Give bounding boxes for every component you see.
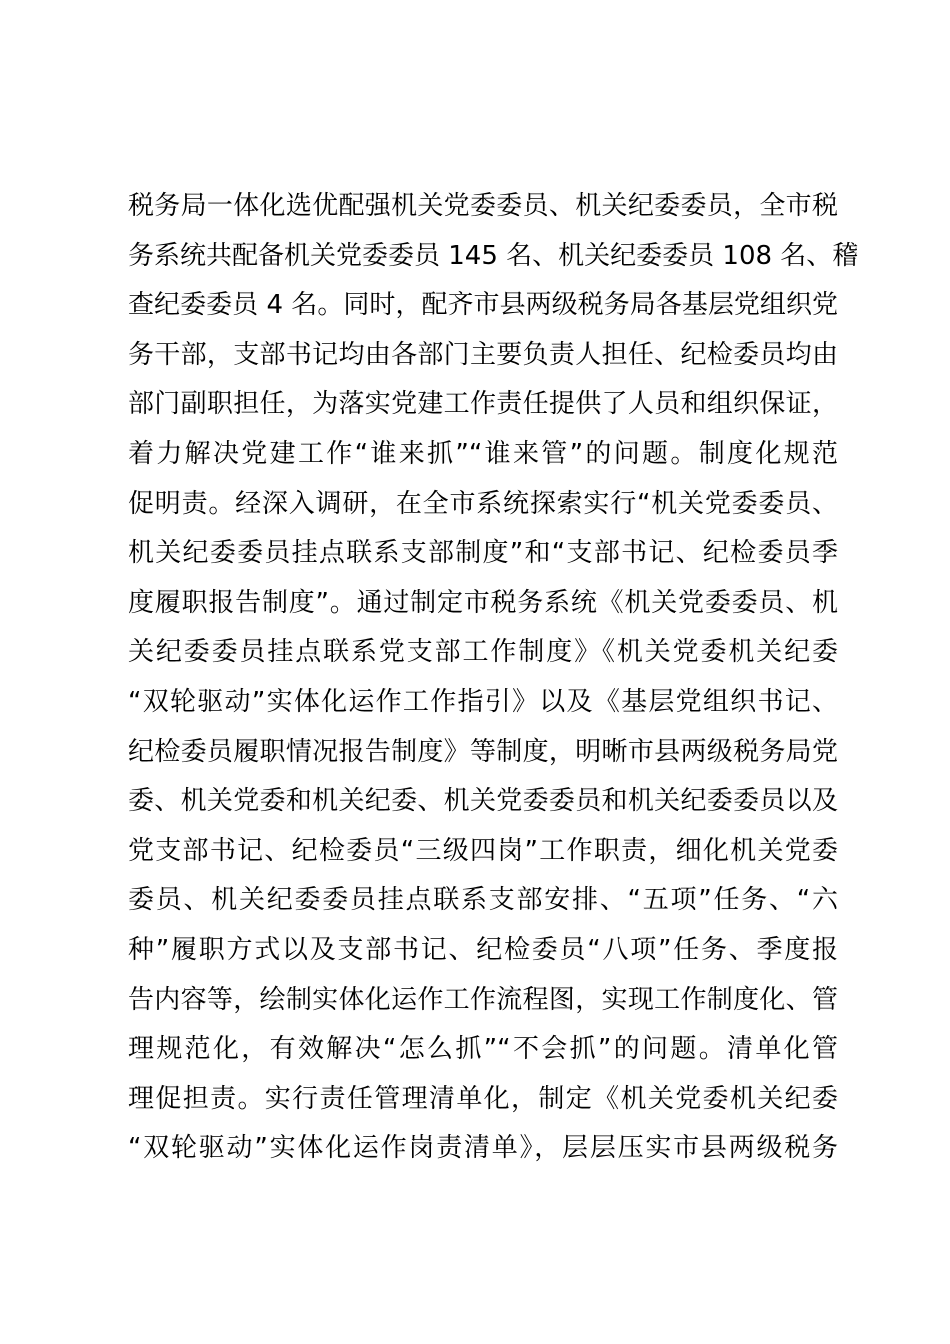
text-line: 理规范化，有效解决“怎么抓”“不会抓”的问题。清单化管 xyxy=(128,1034,838,1065)
text-line: 查纪委委员 4 名。同时，配齐市县两级税务局各基层党组织党 xyxy=(128,290,838,321)
text-line: 度履职报告制度”。通过制定市税务系统《机关党委委员、机 xyxy=(128,587,838,618)
text-line: 税务局一体化选优配强机关党委委员、机关纪委委员，全市税 xyxy=(128,191,838,221)
text-line: 委员、机关纪委委员挂点联系支部安排、“五项”任务、“六 xyxy=(128,885,838,916)
text-line: “双轮驱动”实体化运作岗责清单》，层层压实市县两级税务 xyxy=(128,1133,838,1164)
text-line: 着力解决党建工作“谁来抓”“谁来管”的问题。制度化规范 xyxy=(128,438,838,469)
text-line: 关纪委委员挂点联系党支部工作制度》《机关党委机关纪委 xyxy=(128,637,838,668)
text-line: 告内容等，绘制实体化运作工作流程图，实现工作制度化、管 xyxy=(128,984,838,1015)
text-line: 务干部，支部书记均由各部门主要负责人担任、纪检委员均由 xyxy=(128,339,838,370)
text-line: 纪检委员履职情况报告制度》等制度，明晰市县两级税务局党 xyxy=(128,736,838,767)
text-line: 理促担责。实行责任管理清单化，制定《机关党委机关纪委 xyxy=(128,1083,838,1114)
body-paragraph xyxy=(128,182,859,1174)
text-line: 促明责。经深入调研，在全市系统探索实行“机关党委委员、 xyxy=(128,488,838,519)
text-line: 机关纪委委员挂点联系支部制度”和“支部书记、纪检委员季 xyxy=(128,538,838,569)
text-line: 种”履职方式以及支部书记、纪检委员“八项”任务、季度报 xyxy=(128,934,838,965)
text-line: “双轮驱动”实体化运作工作指引》以及《基层党组织书记、 xyxy=(128,686,838,717)
text-line: 委、机关党委和机关纪委、机关党委委员和机关纪委委员以及 xyxy=(128,786,838,817)
text-line: 党支部书记、纪检委员“三级四岗”工作职责，细化机关党委 xyxy=(128,835,838,866)
text-line: 务系统共配备机关党委委员 145 名、机关纪委委员 108 名、稽 xyxy=(128,240,859,271)
text-line: 部门副职担任，为落实党建工作责任提供了人员和组织保证， xyxy=(128,389,838,420)
